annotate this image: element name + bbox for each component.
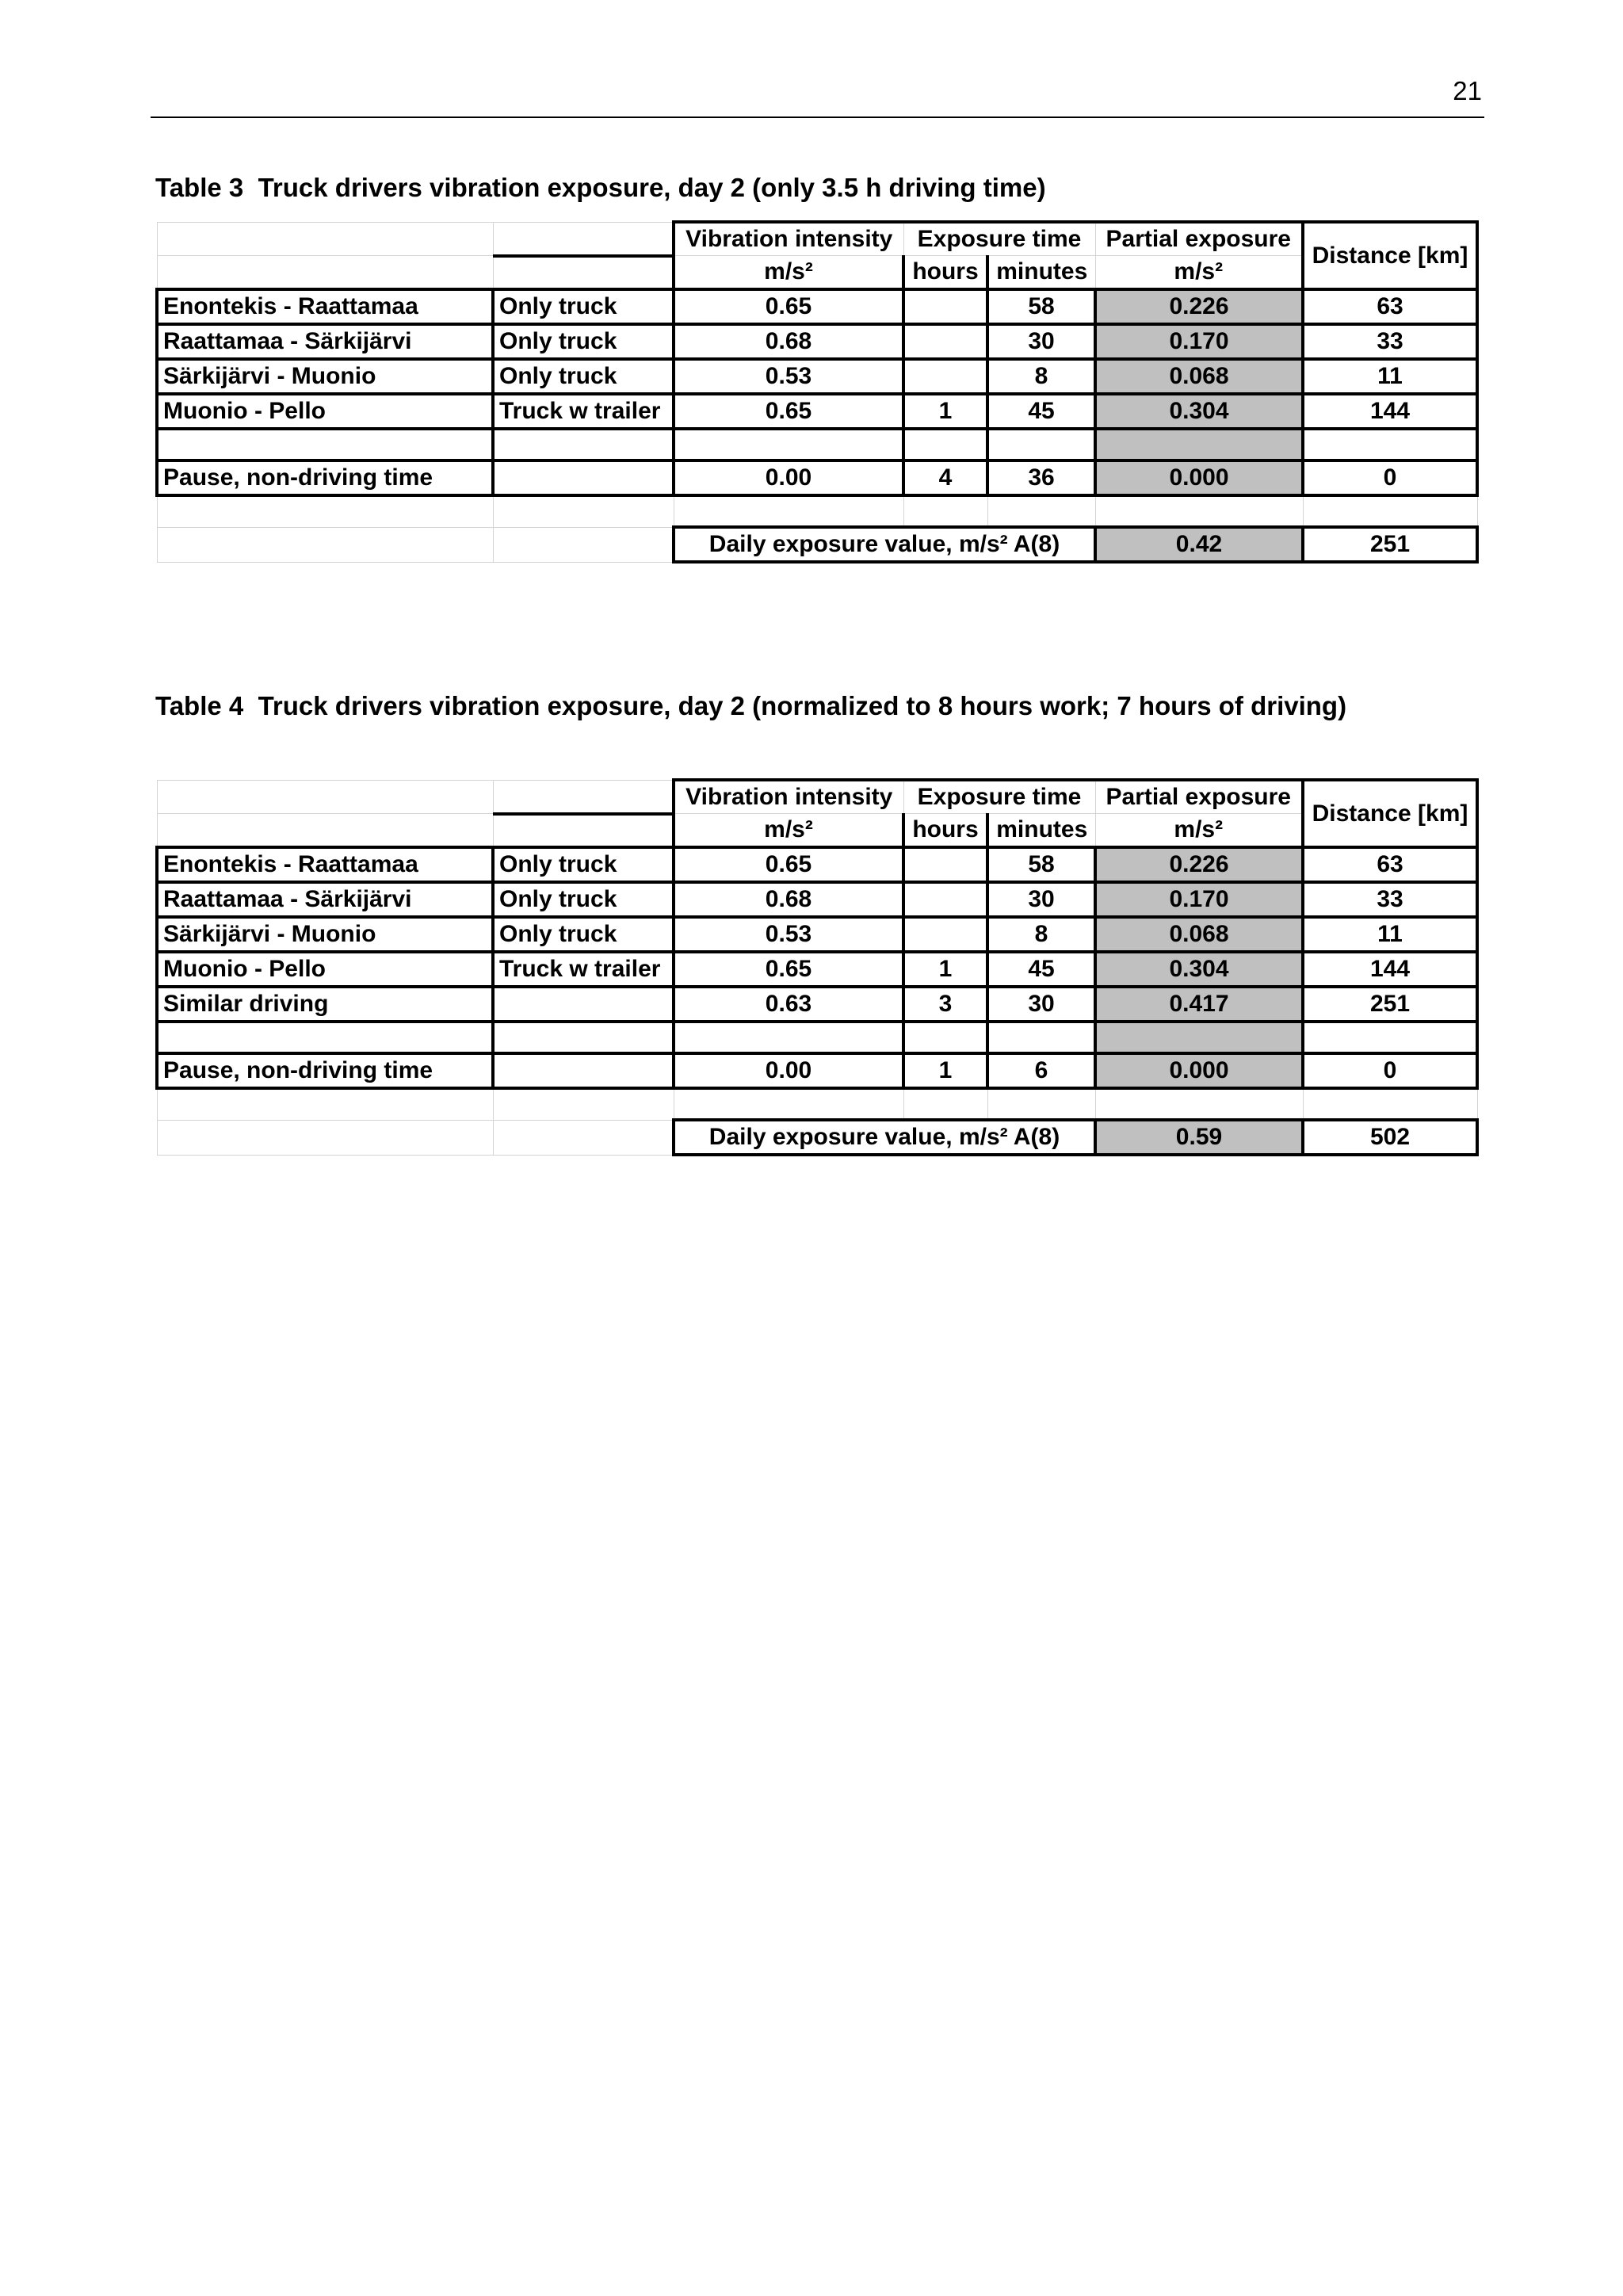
table4-caption: Table 4 Truck drivers vibration exposure, day 2 (normalized to 8 hours work; 7 hours of driving) [155,691,1347,720]
table-row-pause [157,1053,1477,1088]
table-row [157,952,1477,987]
table3-caption: Table 3 Truck drivers vibration exposure, day 2 (only 3.5 h driving time) [155,173,1046,202]
route-cell: Särkijärvi - Muonio [157,359,493,394]
minutes-cell: 36 [987,460,1095,495]
partial-cell: 0.226 [1095,289,1303,324]
hours-cell: 1 [903,394,987,429]
hours-cell: 3 [903,987,987,1022]
table-row [157,882,1477,917]
minutes-cell: 6 [987,1053,1095,1088]
header-minutes: minutes [987,814,1095,848]
vehicle-cell [493,987,674,1022]
hours-cell: 1 [903,952,987,987]
route-cell: Enontekis - Raattamaa [157,847,493,882]
table-row-blank [157,1022,1477,1053]
vehicle-cell [493,460,674,495]
distance-cell: 63 [1303,847,1477,882]
table4-header-row-2 [157,814,1477,848]
daily-exposure-value: 0.42 [1095,527,1303,562]
daily-exposure-label: Daily exposure value, m/s² A(8) [674,1120,1095,1155]
header-distance: Distance [km] [1303,780,1477,847]
header-rule [151,117,1484,118]
route-cell: Similar driving [157,987,493,1022]
distance-cell: 63 [1303,289,1477,324]
daily-distance: 502 [1303,1120,1477,1155]
daily-distance: 251 [1303,527,1477,562]
partial-cell: 0.304 [1095,952,1303,987]
table-row-pause [157,460,1477,495]
table-row-spacer [157,495,1477,527]
table3-header-row-1 [157,222,1477,256]
minutes-cell: 30 [987,882,1095,917]
minutes-cell: 58 [987,847,1095,882]
table-row [157,917,1477,952]
header-distance: Distance [km] [1303,222,1477,289]
hours-cell [903,359,987,394]
table-row [157,987,1477,1022]
intensity-cell: 0.65 [674,289,903,324]
table-row [157,289,1477,324]
intensity-cell: 0.68 [674,324,903,359]
daily-exposure-label: Daily exposure value, m/s² A(8) [674,527,1095,562]
minutes-cell: 58 [987,289,1095,324]
partial-cell: 0.170 [1095,882,1303,917]
distance-cell: 144 [1303,394,1477,429]
hours-cell [903,882,987,917]
distance-cell: 0 [1303,1053,1477,1088]
partial-cell: 0.417 [1095,987,1303,1022]
vehicle-cell: Truck w trailer [493,952,674,987]
intensity-cell: 0.65 [674,394,903,429]
intensity-cell: 0.00 [674,1053,903,1088]
hours-cell [903,917,987,952]
table3-header-row-2 [157,256,1477,290]
table3 [155,220,1479,563]
distance-cell: 251 [1303,987,1477,1022]
table-row-blank [157,429,1477,460]
minutes-cell: 30 [987,987,1095,1022]
header-unit-partial: m/s² [1095,814,1303,848]
intensity-cell: 0.65 [674,847,903,882]
header-partial-exposure: Partial exposure [1095,780,1303,814]
table-row-daily [157,527,1477,562]
intensity-cell: 0.68 [674,882,903,917]
minutes-cell: 8 [987,359,1095,394]
minutes-cell: 30 [987,324,1095,359]
table4-header-row-1 [157,780,1477,814]
route-cell: Raattamaa - Särkijärvi [157,324,493,359]
route-cell: Raattamaa - Särkijärvi [157,882,493,917]
route-cell: Enontekis - Raattamaa [157,289,493,324]
hours-cell [903,289,987,324]
header-hours: hours [903,256,987,290]
intensity-cell: 0.53 [674,917,903,952]
route-cell: Pause, non-driving time [157,1053,493,1088]
intensity-cell: 0.53 [674,359,903,394]
vehicle-cell: Only truck [493,359,674,394]
hours-cell: 4 [903,460,987,495]
table-row [157,359,1477,394]
vehicle-cell: Only truck [493,324,674,359]
daily-exposure-value: 0.59 [1095,1120,1303,1155]
vehicle-cell: Only truck [493,882,674,917]
header-unit-vibration: m/s² [674,814,903,848]
page-number: 21 [1453,76,1482,105]
header-unit-partial: m/s² [1095,256,1303,290]
route-cell: Särkijärvi - Muonio [157,917,493,952]
minutes-cell: 8 [987,917,1095,952]
vehicle-cell: Only truck [493,289,674,324]
table-row [157,847,1477,882]
partial-cell: 0.304 [1095,394,1303,429]
header-hours: hours [903,814,987,848]
table-row [157,394,1477,429]
intensity-cell: 0.63 [674,987,903,1022]
route-cell: Muonio - Pello [157,394,493,429]
header-vibration-intensity: Vibration intensity [674,222,903,256]
table4 [155,778,1479,1156]
hours-cell [903,324,987,359]
table-row-daily [157,1120,1477,1155]
intensity-cell: 0.00 [674,460,903,495]
header-exposure-time: Exposure time [903,222,1095,256]
partial-cell: 0.226 [1095,847,1303,882]
hours-cell [903,847,987,882]
distance-cell: 144 [1303,952,1477,987]
header-vibration-intensity: Vibration intensity [674,780,903,814]
distance-cell: 33 [1303,882,1477,917]
partial-cell: 0.170 [1095,324,1303,359]
vehicle-cell [493,1053,674,1088]
vehicle-cell: Truck w trailer [493,394,674,429]
partial-cell: 0.068 [1095,359,1303,394]
distance-cell: 0 [1303,460,1477,495]
distance-cell: 11 [1303,917,1477,952]
header-exposure-time: Exposure time [903,780,1095,814]
header-minutes: minutes [987,256,1095,290]
partial-cell: 0.000 [1095,1053,1303,1088]
minutes-cell: 45 [987,394,1095,429]
distance-cell: 11 [1303,359,1477,394]
table-row [157,324,1477,359]
header-unit-vibration: m/s² [674,256,903,290]
route-cell: Muonio - Pello [157,952,493,987]
header-partial-exposure: Partial exposure [1095,222,1303,256]
vehicle-cell: Only truck [493,847,674,882]
partial-cell: 0.000 [1095,460,1303,495]
route-cell: Pause, non-driving time [157,460,493,495]
table-row-spacer [157,1088,1477,1120]
partial-cell: 0.068 [1095,917,1303,952]
intensity-cell: 0.65 [674,952,903,987]
hours-cell: 1 [903,1053,987,1088]
distance-cell: 33 [1303,324,1477,359]
vehicle-cell: Only truck [493,917,674,952]
minutes-cell: 45 [987,952,1095,987]
